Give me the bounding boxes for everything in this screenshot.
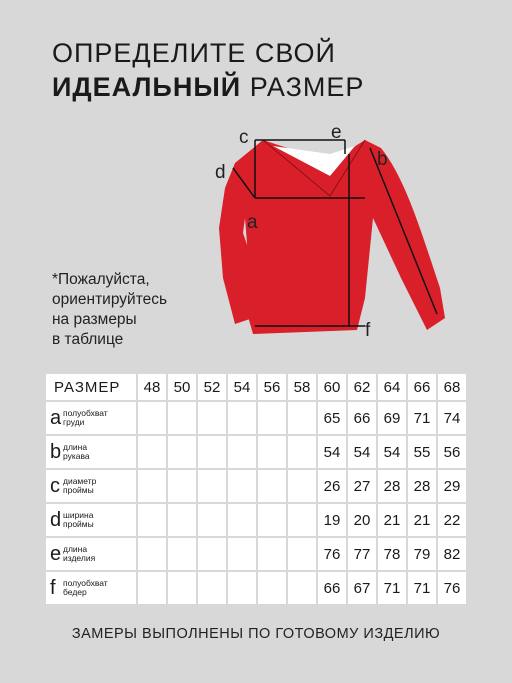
garment-diagram: [205, 118, 465, 348]
size-header: 54: [228, 374, 256, 400]
table-cell: 26: [318, 470, 346, 502]
description-line: длина: [63, 442, 88, 452]
measurement-label: [46, 402, 136, 434]
table-cell: [288, 572, 316, 604]
table-cell: [198, 538, 226, 570]
table-cell: [168, 436, 196, 468]
table-cell: [258, 572, 286, 604]
description-line: проймы: [63, 519, 94, 529]
measurement-label: [46, 470, 136, 502]
table-cell: [198, 470, 226, 502]
table-cell: 55: [408, 436, 436, 468]
page-title: [52, 36, 364, 104]
description-line: диаметр: [63, 476, 97, 486]
table-cell: [168, 504, 196, 536]
measurement-label: [46, 436, 136, 468]
table-cell: 22: [438, 504, 466, 536]
title-rest-word: РАЗМЕР: [249, 72, 365, 102]
table-cell: 78: [378, 538, 406, 570]
size-note: [52, 270, 167, 350]
description-line: полуобхват: [63, 408, 108, 418]
table-cell: [168, 402, 196, 434]
measurement-letter: f: [50, 577, 56, 599]
table-cell: [228, 436, 256, 468]
table-cell: [288, 402, 316, 434]
measurement-letter: c: [50, 475, 60, 497]
table-cell: [138, 572, 166, 604]
table-cell: [168, 572, 196, 604]
table-cell: 65: [318, 402, 346, 434]
table-cell: [258, 470, 286, 502]
table-cell: 54: [318, 436, 346, 468]
size-header: 62: [348, 374, 376, 400]
table-cell: [168, 470, 196, 502]
size-header: 52: [198, 374, 226, 400]
note-line: в таблице: [52, 331, 124, 348]
table-cell: [288, 470, 316, 502]
table-cell: 20: [348, 504, 376, 536]
table-cell: 56: [438, 436, 466, 468]
size-header: 58: [288, 374, 316, 400]
table-cell: 66: [318, 572, 346, 604]
table-cell: [258, 538, 286, 570]
table-row: [46, 504, 466, 536]
size-header: 50: [168, 374, 196, 400]
label-b: b: [377, 149, 388, 170]
size-header: 48: [138, 374, 166, 400]
measurement-letter: e: [50, 543, 62, 565]
description-line: рукава: [63, 451, 90, 461]
table-cell: [258, 504, 286, 536]
description-line: ширина: [63, 510, 94, 520]
measurement-label: [46, 538, 136, 570]
table-cell: 69: [378, 402, 406, 434]
label-a: a: [247, 212, 258, 233]
measurement-description: [63, 443, 90, 461]
measurement-description: [63, 409, 108, 427]
table-cell: [168, 538, 196, 570]
table-cell: 82: [438, 538, 466, 570]
table-cell: [288, 436, 316, 468]
table-cell: 67: [348, 572, 376, 604]
table-cell: 76: [438, 572, 466, 604]
note-line: ориентируйтесь: [52, 291, 168, 308]
table-cell: 19: [318, 504, 346, 536]
table-cell: 54: [378, 436, 406, 468]
table-cell: 79: [408, 538, 436, 570]
table-cell: 76: [318, 538, 346, 570]
size-header: 68: [438, 374, 466, 400]
size-header: 60: [318, 374, 346, 400]
description-line: изделия: [63, 553, 96, 563]
measurement-letter: d: [50, 509, 62, 531]
measurement-description: [63, 579, 108, 597]
table-cell: [138, 470, 166, 502]
label-c: c: [239, 127, 249, 148]
size-header: 64: [378, 374, 406, 400]
measurement-label: [46, 572, 136, 604]
measurement-letter: b: [50, 441, 62, 463]
label-f: f: [365, 320, 371, 341]
table-cell: [228, 402, 256, 434]
table-cell: 71: [408, 572, 436, 604]
table-cell: [228, 504, 256, 536]
table-row: [46, 572, 466, 604]
description-line: груди: [63, 417, 85, 427]
size-header: 66: [408, 374, 436, 400]
description-line: длина: [63, 544, 88, 554]
description-line: полуобхват: [63, 578, 108, 588]
label-e: e: [331, 122, 342, 143]
table-cell: 28: [378, 470, 406, 502]
table-cell: [138, 402, 166, 434]
table-cell: [288, 504, 316, 536]
measurement-label: [46, 504, 136, 536]
table-cell: [228, 572, 256, 604]
table-cell: [288, 538, 316, 570]
table-cell: 77: [348, 538, 376, 570]
measurement-letter: a: [50, 407, 62, 429]
table-cell: [138, 436, 166, 468]
description-line: бедер: [63, 587, 87, 597]
note-line: *Пожалуйста,: [52, 271, 150, 288]
table-cell: [258, 436, 286, 468]
table-cell: [198, 402, 226, 434]
measurement-description: [63, 511, 94, 529]
table-cell: 71: [378, 572, 406, 604]
table-header-row: [46, 374, 466, 400]
size-header-label: РАЗМЕР: [46, 374, 136, 400]
table-cell: 66: [348, 402, 376, 434]
table-cell: [198, 572, 226, 604]
measurement-description: [63, 477, 96, 495]
table-cell: 71: [408, 402, 436, 434]
table-cell: 21: [378, 504, 406, 536]
table-cell: [228, 538, 256, 570]
table-cell: 27: [348, 470, 376, 502]
table-cell: 54: [348, 436, 376, 468]
table-cell: [138, 538, 166, 570]
label-d: d: [215, 162, 226, 183]
table-cell: [258, 402, 286, 434]
table-row: [46, 436, 466, 468]
table-cell: 28: [408, 470, 436, 502]
table-cell: 21: [408, 504, 436, 536]
table-cell: 29: [438, 470, 466, 502]
table-cell: [228, 470, 256, 502]
title-bold-word: ИДЕАЛЬНЫЙ: [52, 72, 242, 102]
table-cell: [138, 504, 166, 536]
table-row: [46, 402, 466, 434]
note-line: на размеры: [52, 311, 137, 328]
title-line-2: [52, 70, 364, 104]
table-cell: 74: [438, 402, 466, 434]
title-line-1: ОПРЕДЕЛИТЕ СВОЙ: [52, 38, 336, 68]
size-header: 56: [258, 374, 286, 400]
measurement-description: [63, 545, 95, 563]
footer-text: ЗАМЕРЫ ВЫПОЛНЕНЫ ПО ГОТОВОМУ ИЗДЕЛИЮ: [71, 626, 441, 642]
table-cell: [198, 504, 226, 536]
table-cell: [198, 436, 226, 468]
description-line: проймы: [63, 485, 94, 495]
table-row: [46, 470, 466, 502]
size-table: [44, 372, 468, 606]
table-row: [46, 538, 466, 570]
